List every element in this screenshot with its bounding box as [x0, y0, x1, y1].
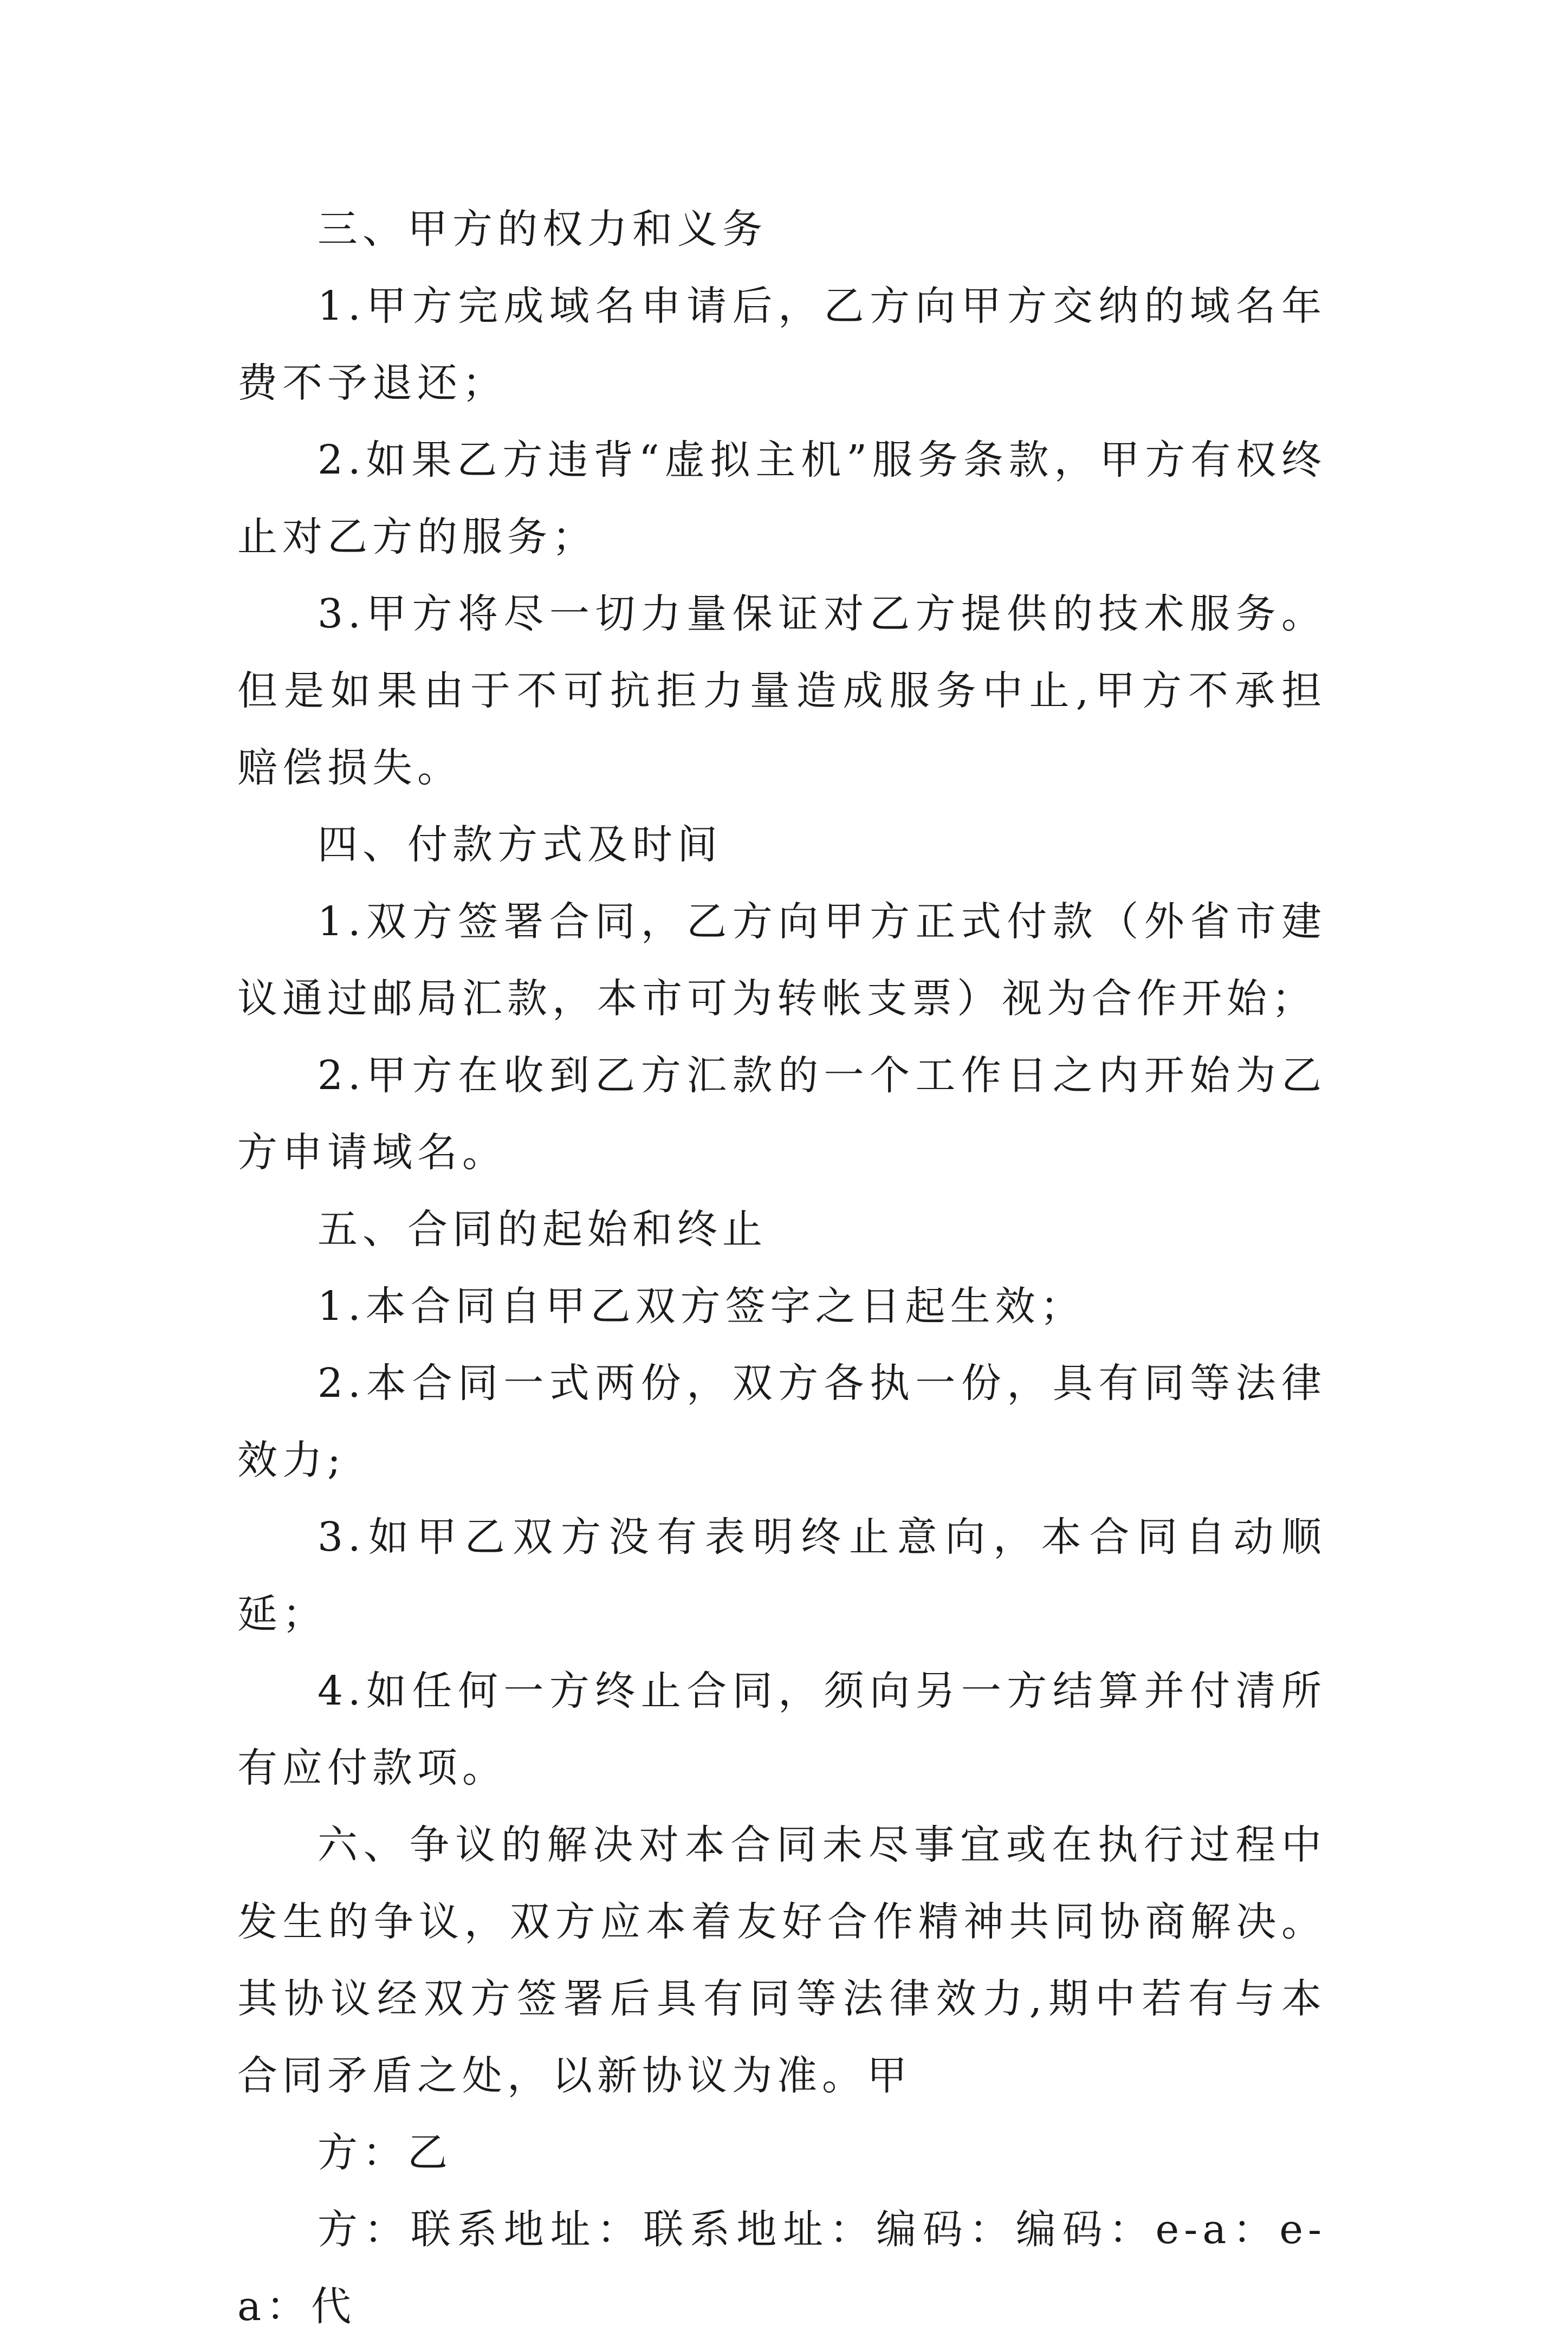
clause-paragraph: 2.甲方在收到乙方汇款的一个工作日之内开始为乙方申请域名。	[237, 1052, 1326, 1176]
signature-party-line: 方：乙	[318, 2129, 452, 2176]
clause-paragraph: 1.甲方完成域名申请后，乙方向甲方交纳的域名年费不予退还；	[237, 283, 1326, 406]
clause-paragraph: 2.如果乙方违背“虚拟主机”服务条款，甲方有权终止对乙方的服务；	[237, 437, 1326, 560]
clause-paragraph: 3.如甲乙双方没有表明终止意向，本合同自动顺延；	[237, 1514, 1326, 1637]
clause-paragraph: 2.本合同一式两份，双方各执一份，具有同等法律效力;	[237, 1360, 1326, 1484]
section-heading-payment: 四、付款方式及时间	[318, 821, 722, 868]
contact-info-line: 方：联系地址：联系地址：编码：编码：e-a：e-a：代	[237, 2206, 1326, 2330]
clause-paragraph: 1.本合同自甲乙双方签字之日起生效；	[318, 1283, 1085, 1330]
clause-paragraph: 1.双方签署合同，乙方向甲方正式付款（外省市建议通过邮局汇款，本市可为转帐支票）视为合作开始；	[237, 898, 1326, 1022]
document-body	[237, 191, 1326, 2345]
section-heading-party-a-rights: 三、甲方的权力和义务	[318, 206, 767, 252]
section-dispute-resolution: 六、争议的解决对本合同未尽事宜或在执行过程中发生的争议，双方应本着友好合作精神共同协商解决。其协议经双方签署后具有同等法律效力,期中若有与本合同矛盾之处，以新协议为准。甲	[237, 1822, 1326, 2099]
clause-paragraph: 4.如任何一方终止合同，须向另一方结算并付清所有应付款项。	[237, 1668, 1326, 1791]
section-heading-contract-term: 五、合同的起始和终止	[318, 1206, 767, 1253]
clause-paragraph: 3.甲方将尽一切力量保证对乙方提供的技术服务。但是如果由于不可抗拒力量造成服务中止,甲方不承担赔偿损失。	[237, 591, 1326, 791]
